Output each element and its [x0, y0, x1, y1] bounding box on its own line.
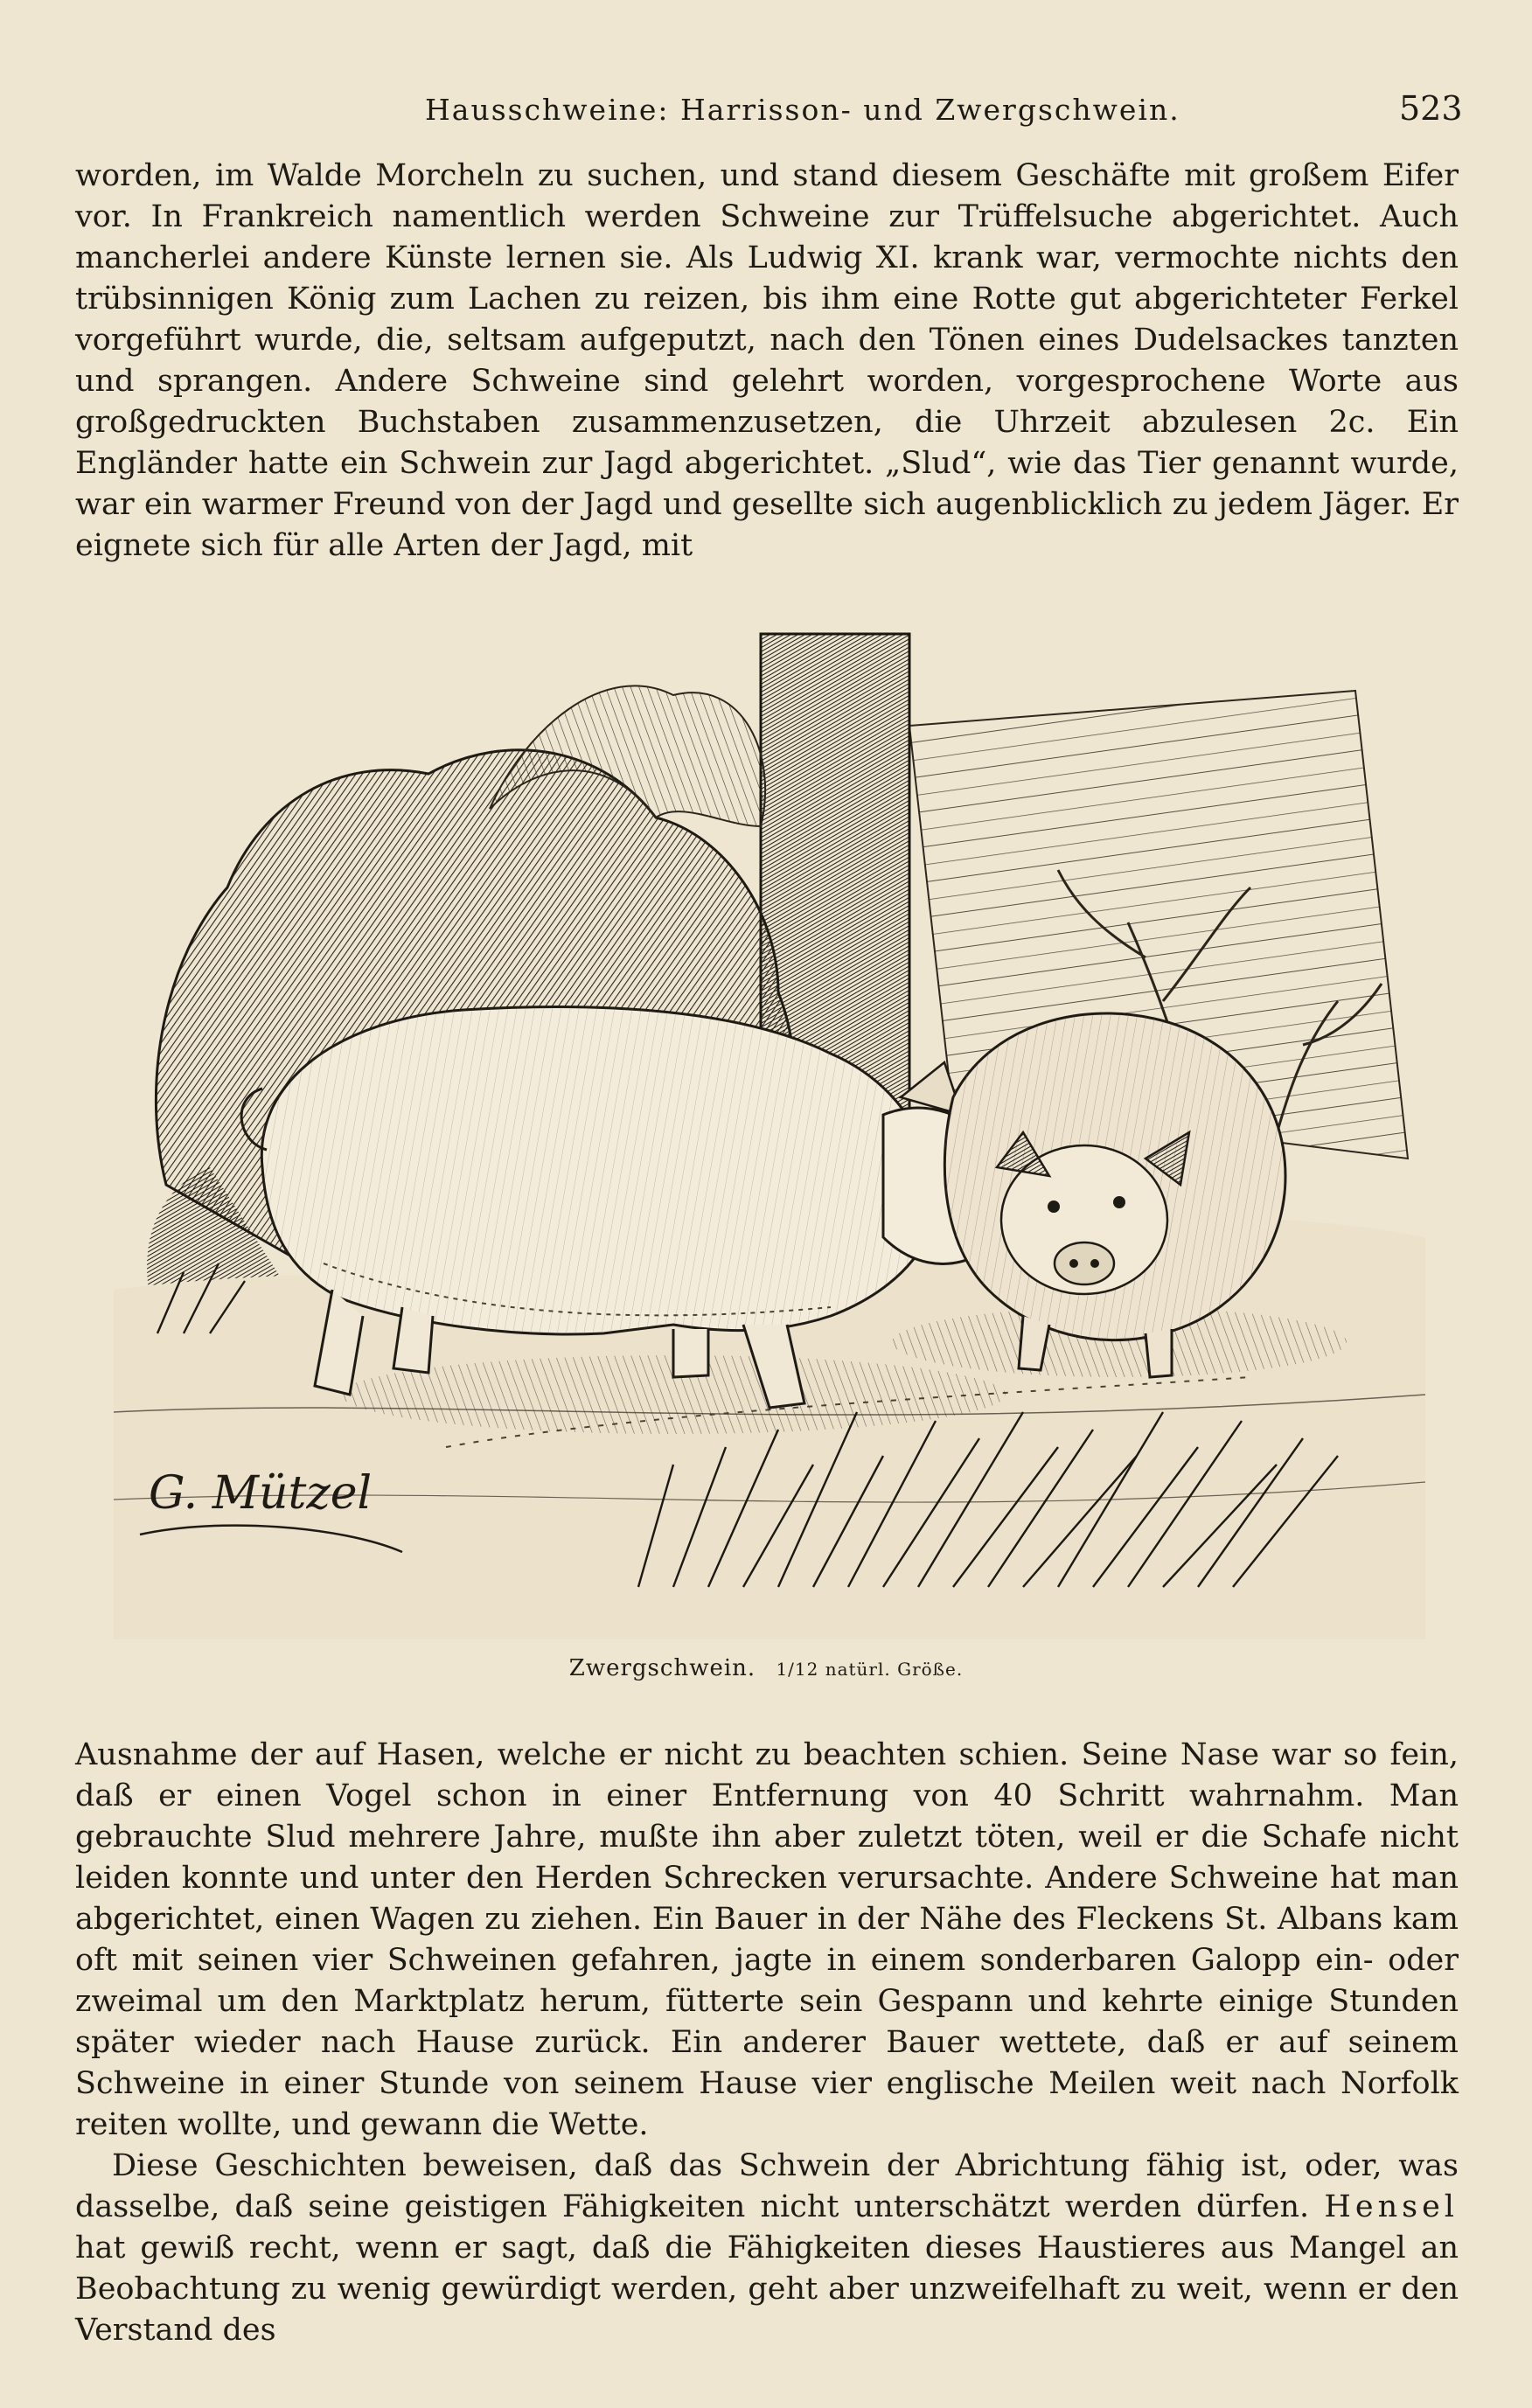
top-text-block: [75, 156, 1459, 567]
paragraph-bottom-1: Ausnahme der auf Hasen, welche er nicht zu beachten schien. Seine Nase war so fein, daß er einen Vogel schon in einer Entfernung von 40 Schritt wahrnahm. Man gebrauchte Slud mehrere Jahre, mußte ihn aber zuletzt töten, weil er die Schafe nicht leiden konnte und unter den Herden Schrecken verursachte. Andere Schweine hat man abgerichtet, einen Wagen zu ziehen. Ein Bauer in der Nähe des Fleckens St. Albans kam oft mit seinen vier Schweinen gefahren, jagte in einem sonderbaren Galopp ein- oder zweimal um den Marktplatz herum, fütterte sein Gespann und kehrte einige Stunden später wieder nach Hause zurück. Ein anderer Bauer wettete, daß er auf seinem Schweine in einer Stunde von seinem Hause vier englische Meilen weit nach Norfolk reiten wollte, und gewann die Wette.: [75, 1737, 1459, 2142]
bottom-text-block: [75, 1735, 1459, 2351]
signature-text: G. Mützel: [149, 1467, 373, 1520]
running-head: [0, 87, 1532, 131]
figure-caption: [0, 1655, 1532, 1681]
caption-scale: 1/12 natürl. Größe.: [776, 1659, 964, 1680]
paragraph-bottom-2: [75, 2146, 1459, 2351]
engraving-illustration: [114, 625, 1425, 1639]
paragraph-bottom-2-end: hat gewiß recht, wenn er sagt, daß die Fähigkeiten dieses Haustieres aus Mangel an Beobachtung zu wenig gewürdigt werden, geht aber unzweifelhaft zu weit, wenn er den Verstand des: [75, 2231, 1459, 2348]
author-name-hensel: Hensel: [1324, 2189, 1459, 2224]
paragraph-bottom-2-start: Diese Geschichten beweisen, daß das Schwein der Abrichtung fähig ist, oder, was dasselbe, daß seine geistigen Fähigkeiten nicht unterschätzt werden dürfen.: [75, 2148, 1459, 2224]
running-head-title: Hausschweine: Harrisson- und Zwergschwein.: [425, 93, 1180, 127]
page-number: 523: [1399, 89, 1463, 128]
caption-main: Zwergschwein.: [568, 1655, 756, 1681]
paragraph-top: worden, im Walde Morcheln zu suchen, und stand diesem Geschäfte mit großem Eifer vor. In Frankreich namentlich werden Schweine zur Trüffelsuche abgerichtet. Auch mancherlei andere Künste lernen sie. Als Ludwig XI. krank war, vermochte nichts den trübsinnigen König zum Lachen zu reizen, bis ihm eine Rotte gut abgerichteter Ferkel vorgeführt wurde, die, seltsam aufgeputzt, nach den Tönen eines Dudelsackes tanzten und sprangen. Andere Schweine sind gelehrt worden, vorgesprochene Worte aus großgedruckten Buchstaben zusammenzusetzen, die Uhrzeit abzulesen 2c. Ein Engländer hatte ein Schwein zur Jagd abgerichtet. „Slud“, wie das Tier genannt wurde, war ein warmer Freund von der Jagd und gesellte sich augenblicklich zu jedem Jäger. Er eignete sich für alle Arten der Jagd, mit: [75, 158, 1459, 563]
